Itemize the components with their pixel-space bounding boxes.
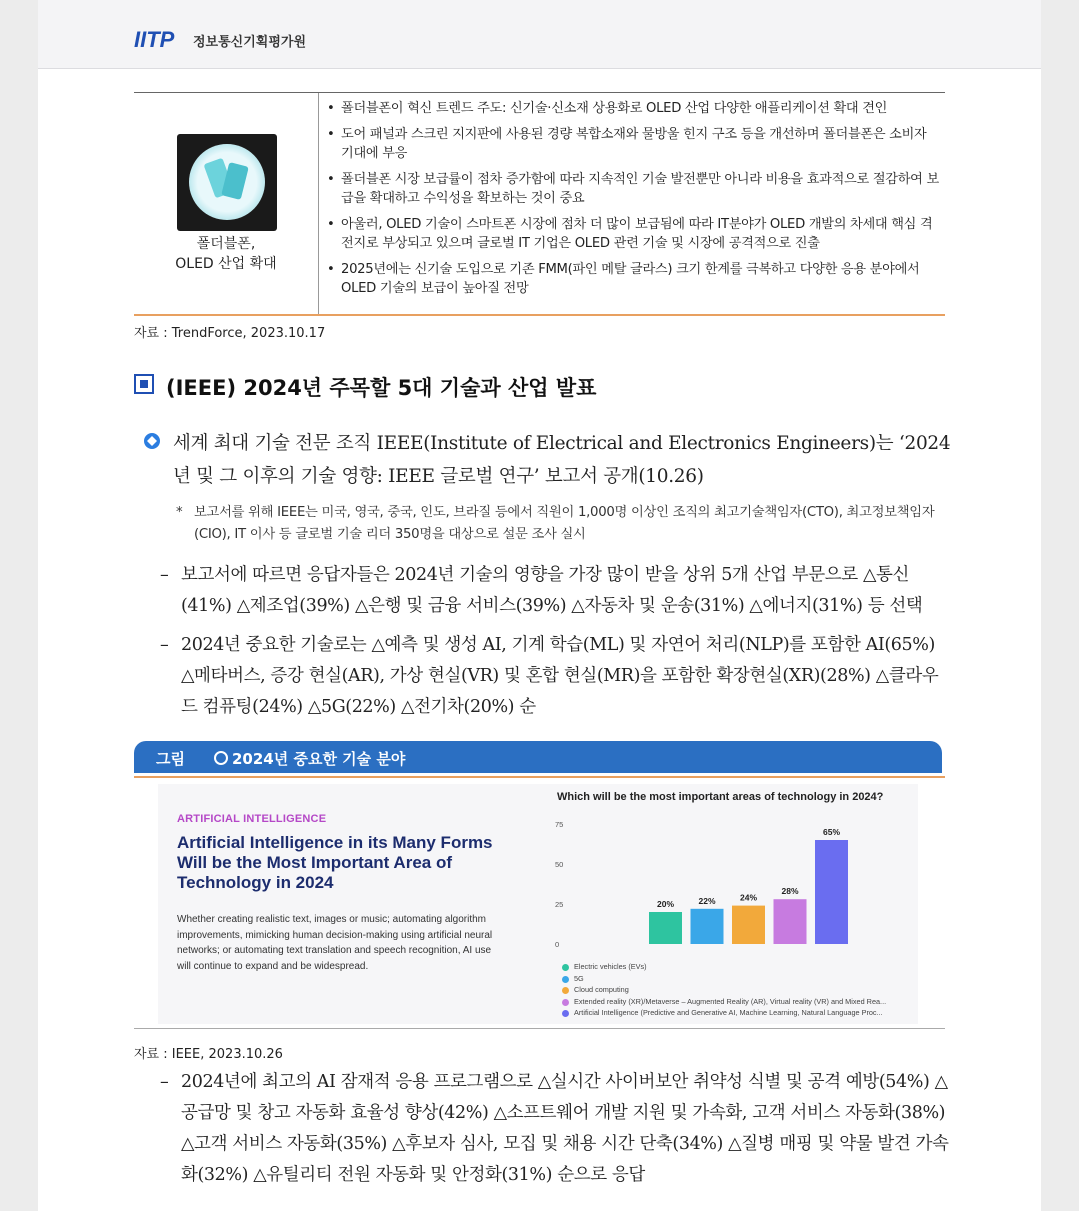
legend-item [562,974,886,986]
bar [649,912,682,944]
y-tick-label: 25 [555,900,564,909]
diamond-bullet-icon [144,433,160,449]
legend-item [562,962,886,974]
summary-bullets [327,99,942,305]
legend-swatch [562,1010,569,1017]
source-ieee: 자료 : IEEE, 2023.10.26 [134,1047,283,1062]
legend-swatch [562,964,569,971]
legend-swatch [562,999,569,1006]
bar-data-label: 65% [822,827,841,837]
dash-item: – 보고서에 따르면 응답자들은 2024년 기술의 영향을 가장 많이 받을 상위 5개 산업 부문으로 △통신(41%) △제조업(39%) △은행 및 금융 서비스(39%) △자동차 및 운송(31%) △에너지(31%) 등 선택 [160,565,923,616]
summary-bullet: • 아울러, OLED 기술이 스마트폰 시장에 점차 더 많이 보급됨에 따라 IT분야가 OLED 개발의 차세대 핵심 격전지로 부상되고 있으며 글로벌 IT 기업은 OLED 관련 기술 및 시장에 공격적으로 진출 [327,215,942,253]
bar [732,906,765,944]
document-page: IITP 정보통신기획평가원 폴더블폰, OLED 산업 확대 • 폴더블폰이 혁신 트렌드 주도: 신기술·신소재 상용화로 OLED 산업 다양한 애플리케이션 확대 견인 • 도어 패널과 스크린 지지판에 사용된 경량 복합소재와 물방울 힌지 구조 등을 개선하며 폴더블폰은 소비자 기대에 부응 • 폴더블폰 시장 보급률이 점차 증가함에 따라 지속적인 기술 발전뿐만 아니라 비용을 효과적으로 절감하여 보급을 확대하고 수익성을 확보하는 것이 중요 • 아울러, OLED 기술이 스마트폰 시장에 점차 더 많이 보급됨에 따라 IT분야가 OLED 개발의 차세대 핵심 격전지로 부상되고 있으며 글로벌 IT 기업은 OLED 관련 기술 및 시장에 공격적으로 진출 • 2025년에는 신기술 도입으로 기존 FMM(파인 메탈 글라스) 크기 한계를 극복하고 다양한 응용 분야에서 OLED 기술의 보급이 높아질 전망 자료 : TrendForce, 2023.10.17 (IEEE) 2024년 주목할 5대 기술과 산업 발표 세계 최대 기술 전문 조직 IEEE(Institute of Electrical and Electronics Engineers)는 ‘2024년 및 그 이후의 기술 영향: IEEE 글로벌 연구’ 보고서 공개(10.26) * 보고서를 위해 IEEE는 미국, 영국, 중국, 인도, 브라질 등에서 직원이 1,000명 이상인 조직의 최고기술책임자(CTO), 최고정보책임자(CIO), IT 이사 등 글로벌 기술 리더 350명을 대상으로 설문 조사 실시 – 보고서에 따르면 응답자들은 2024년 기술의 영향을 가장 많이 받을 상위 5개 산업 부문으로 △통신(41%) △제조업(39%) △은행 및 금융 서비스(39%) △자동차 및 운송(31%) △에너지(31%) 등 선택 – 2024년 중요한 기술로는 △예측 및 생성 AI, 기계 학습(ML) 및 자연어 처리(NLP)를 포함한 AI(65%) △메타버스, 증강 현실(AR), 가상 현실(VR) 및 혼합 현실(MR)을 포함한 확장현실(XR)(28%) △클라우드 컴퓨팅(24%) △5G(22%) △전기차(20%) 순 그림 2024년 중요한 기술 분야 ARTIFICIAL INTELLIGENCE Artificial Intelligence in its Many Forms Will be the Most Important Area of Technology in 2024 Whether creating realistic text, images or music; automating algorithm improvements, mimicking human decision-making using artificial neural networks; or automating text translation and speech recognition, AI use will continue to expand and be widespread. Which will be the most important areas of technology in 2024? 0 25 50 75 20% 22% 24% 28% 65% Electric vehicles (EVs) 5G Cloud computing Extended reality (XR)/Metaverse – Augmented Reality (AR), Virtual reality (VR) and Mixed Rea... Artificial Intelligence (Predictive and Generative AI, Machine Learning, Natural Language Proc... 자료 : IEEE, 2023.10.26 – 2024년에 최고의 AI 잠재적 응용 프로그램으로 △실시간 사이버보안 취약성 식별 및 공격 예방(54%) △공급망 및 창고 자동화 효율성 향상(42%) △소프트웨어 개발 지원 및 가속화, 고객 서비스 자동화(38%) △고객 서비스 자동화(35%) △후보자 심사, 모집 및 채용 시간 단축(34%) △질병 매핑 및 약물 발견 가속화(32%) △유틸리티 전원 자동화 및 안정화(31%) 순으로 응답 [38,0,1041,1211]
legend-label: Artificial Intelligence (Predictive and Generative AI, Machine Learning, Natural Language Proc... [574,1008,883,1017]
summary-caption: 폴더블폰, OLED 산업 확대 [175,236,277,272]
bar-data-label: 22% [698,895,716,906]
bar-data-label: 24% [739,892,758,903]
iitp-logo: IITP [134,27,175,52]
y-tick-label: 50 [555,860,564,869]
org-name: 정보통신기획평가원 [193,35,307,50]
summary-bullet: • 도어 패널과 스크린 지지판에 사용된 경량 복합소재와 물방울 힌지 구조 등을 개선하며 폴더블폰은 소비자 기대에 부응 [327,125,942,163]
figure-marker-icon [214,751,228,765]
y-tick-label: 75 [555,820,564,829]
foldable-phone-image [177,134,277,231]
legend-swatch [562,976,569,983]
legend-label: 5G [574,973,584,983]
legend-item [562,1008,886,1020]
summary-bullet: • 폴더블폰 시장 보급률이 점차 증가함에 따라 지속적인 기술 발전뿐만 아니라 비용을 효과적으로 절감하여 보급을 확대하고 수익성을 확보하는 것이 중요 [327,170,942,208]
source-trendforce: 자료 : TrendForce, 2023.10.17 [134,326,326,341]
dash-item: – 2024년 중요한 기술로는 △예측 및 생성 AI, 기계 학습(ML) 및 자연어 처리(NLP)를 포함한 AI(65%) △메타버스, 증강 현실(AR), 가상 현실(VR) 및 혼합 현실(MR)을 포함한 확장현실(XR)(28%) △클라우드 컴퓨팅(24%) △5G(22%) △전기차(20%) 순 [160,635,939,717]
legend-item [562,997,886,1009]
chart-title: Which will be the most important areas of technology in 2024? [557,791,884,803]
main-bullet: 세계 최대 기술 전문 조직 IEEE(Institute of Electrical and Electronics Engineers)는 ‘2024년 및 그 이후의 기술 영향: IEEE 글로벌 연구’ 보고서 공개(10.26) [144,427,954,493]
square-bullet-icon [134,374,154,394]
summary-left-cell [134,93,319,314]
legend-label: Extended reality (XR)/Metaverse – Augmented Reality (AR), Virtual reality (VR) and Mixed Rea... [574,996,887,1006]
summary-bullet: • 2025년에는 신기술 도입으로 기존 FMM(파인 메탈 글라스) 크기 한계를 극복하고 다양한 응용 분야에서 OLED 기술의 보급이 높아질 전망 [327,260,942,298]
bar [774,899,807,944]
ai-body-text: Whether creating realistic text, images or music; automating algorithm improvements, mimicking human decision-making using artificial neural networks; or automating text translation and speech recognition, AI use will continue to expand and be widespread. [177,914,493,972]
legend-label: Electric vehicles (EVs) [574,962,647,971]
legend-swatch [562,987,569,994]
dash-item: – 2024년에 최고의 AI 잠재적 응용 프로그램으로 △실시간 사이버보안 취약성 식별 및 공격 예방(54%) △공급망 및 창고 자동화 효율성 향상(42%) △소프트웨어 개발 지원 및 가속화, 고객 서비스 자동화(38%) △고객 서비스 자동화(35%) △후보자 심사, 모집 및 채용 시간 단축(34%) △질병 매핑 및 약물 발견 가속화(32%) △유틸리티 전원 자동화 및 안정화(31%) 순으로 응답 [160,1072,949,1185]
ai-headline: Artificial Intelligence in its Many Forms Will be the Most Important Area of Technology in 2024 [177,833,493,892]
bar-data-label: 20% [656,899,675,909]
figure-top-rule [134,776,945,778]
summary-box [134,92,945,316]
legend-label: Cloud computing [574,985,629,994]
header-bar [38,0,1041,69]
chart-legend [562,962,886,1020]
figure-bottom-rule [134,1028,945,1029]
summary-bullet: • 폴더블폰이 혁신 트렌드 주도: 신기술·신소재 상용화로 OLED 산업 다양한 애플리케이션 확대 견인 [327,99,942,118]
ai-category-label: ARTIFICIAL INTELLIGENCE [177,813,327,825]
footnote: * 보고서를 위해 IEEE는 미국, 영국, 중국, 인도, 브라질 등에서 직원이 1,000명 이상인 조직의 최고기술책임자(CTO), 최고정보책임자(CIO), IT 이사 등 글로벌 기술 리더 350명을 대상으로 설문 조사 실시 [176,505,935,542]
y-tick-label: 0 [555,940,560,949]
bar [691,909,724,944]
bar-chart [553,818,913,953]
legend-item [562,985,886,997]
bar-data-label: 28% [781,886,799,897]
figure-title: 2024년 중요한 기술 분야 [232,750,406,768]
figure-caption-bar: 그림 2024년 중요한 기술 분야 [134,741,942,773]
bar [815,840,848,944]
figure-panel [158,784,918,1024]
